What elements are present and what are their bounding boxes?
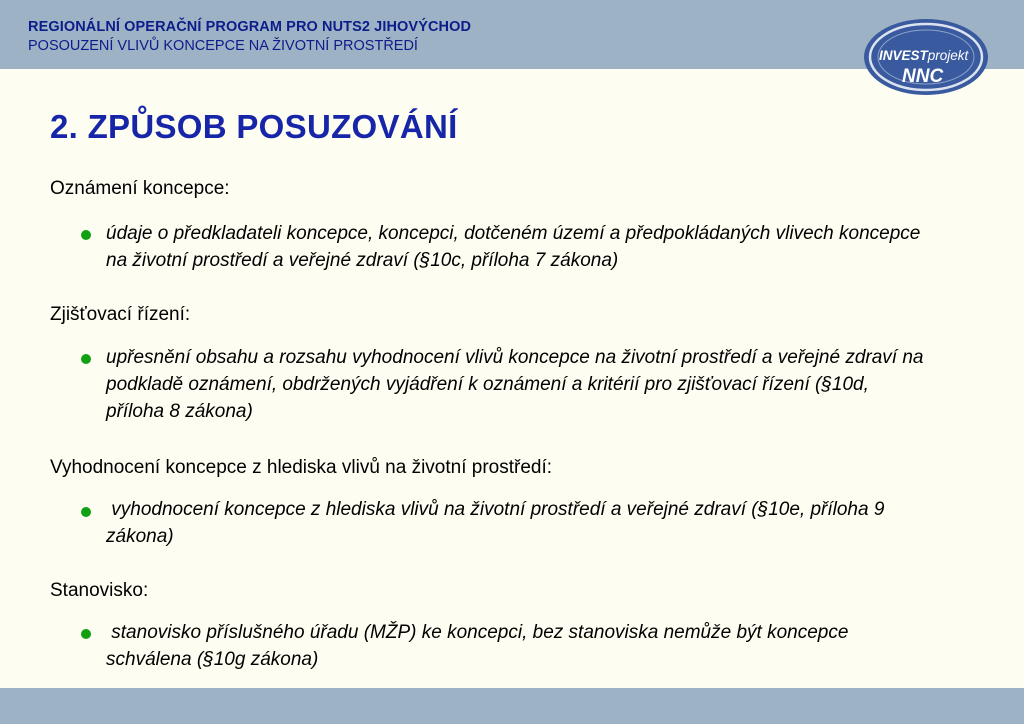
section-heading-stanovisko: Stanovisko:	[50, 580, 149, 601]
program-name: REGIONÁLNÍ OPERAČNÍ PROGRAM PRO NUTS2 JIHOVÝCHOD	[28, 19, 472, 35]
logo-invest-text: INVEST	[879, 48, 928, 63]
bullet-icon	[81, 629, 91, 639]
footer-band	[0, 688, 1024, 724]
bullet-text-zjistovaci: upřesnění obsahu a rozsahu vyhodnocení vlivů koncepce na životní prostředí a veřejné zdraví na podkladě oznámení, obdržených vyjádření k oznámení a kritérií pro zjišťovací řízení (§10d, příloha 8 zákona)	[106, 347, 924, 422]
bullet-icon	[81, 230, 91, 240]
bullet-text-oznameni: údaje o předkladateli koncepce, koncepci, dotčeném území a předpokládaných vlivech koncepce na životní prostředí a veřejné zdraví (§10c, příloha 7 zákona)	[106, 223, 921, 271]
bullet-text-stanovisko: stanovisko příslušného úřadu (MŽP) ke koncepci, bez stanoviska nemůže být koncepce schválena (§10g zákona)	[106, 622, 854, 670]
bullet-icon	[81, 507, 91, 517]
slide-title: 2. ZPŮSOB POSUZOVÁNÍ	[50, 108, 458, 145]
svg-text:INVESTprojekt	[879, 48, 970, 63]
section-heading-vyhodnoceni: Vyhodnocení koncepce z hlediska vlivů na životní prostředí:	[50, 457, 553, 478]
bullet-icon	[81, 354, 91, 364]
investprojekt-logo	[862, 16, 990, 98]
logo-projekt-text: projekt	[927, 48, 969, 63]
logo-nnc-text: NNC	[902, 66, 944, 87]
bullet-text-vyhodnoceni: vyhodnocení koncepce z hlediska vlivů na životní prostředí a veřejné zdraví (§10e, příloha 9 zákona)	[106, 499, 890, 547]
header-subtitle: POSOUZENÍ VLIVŮ KONCEPCE NA ŽIVOTNÍ PROSTŘEDÍ	[28, 38, 418, 54]
section-heading-zjistovaci: Zjišťovací řízení:	[50, 304, 191, 325]
section-heading-oznameni: Oznámení koncepce:	[50, 178, 230, 199]
